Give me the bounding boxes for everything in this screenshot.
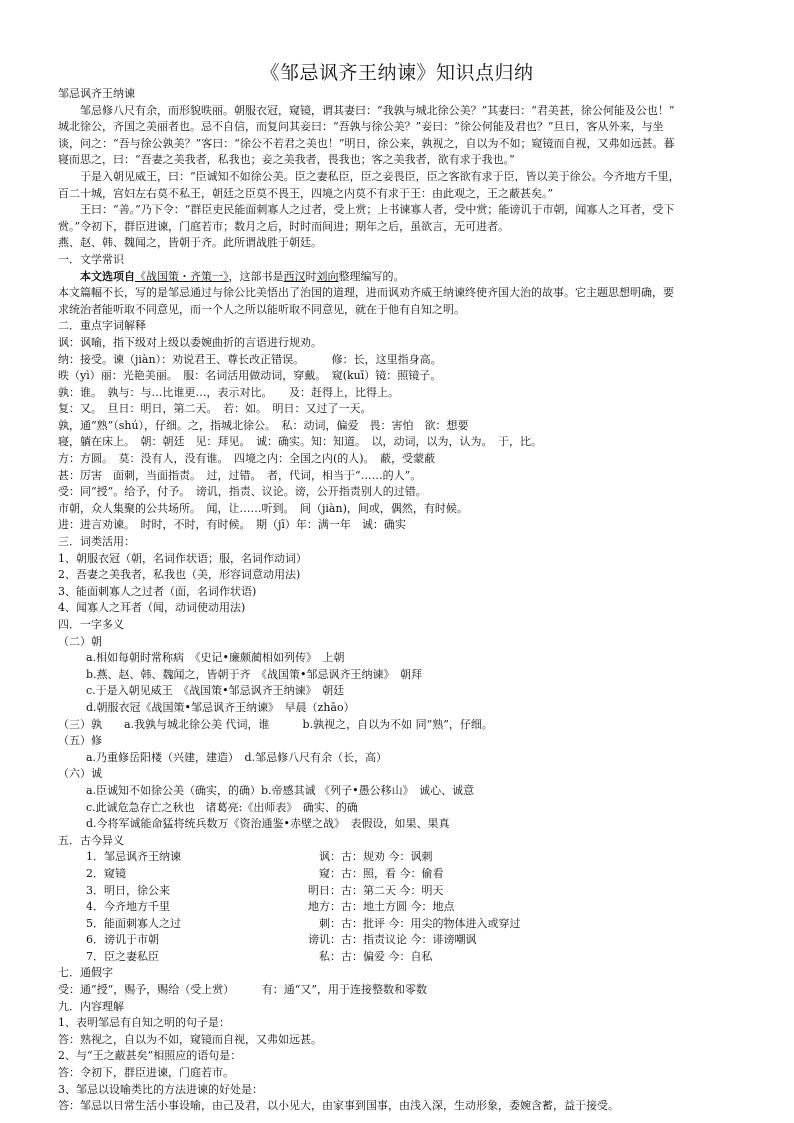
polysemy-item: a.相如每朝时常称病 《史记•廉颇蔺相如列传》 上朝 (86, 651, 345, 665)
example-phrase: 2．窥镜 (86, 866, 126, 880)
meaning: ：古：照，看 今：偷看 (330, 866, 444, 880)
example-phrase: 5．能面刺寡人之过 (86, 916, 181, 930)
section-heading-literature: 一．文学常识 (58, 252, 124, 266)
vocab-line: 昳（yì）丽：光艳美丽。 服：名词活用做动词，穿戴。 窥(kuī）镜：照镜子。 (58, 369, 442, 383)
meaning: ：古：指责议论 今：诽谤嘲讽 (330, 933, 477, 947)
section-heading-polysemy: 四．一字多义 (58, 618, 124, 631)
table-row (58, 866, 738, 883)
meaning: ：古：规劝 今：讽刺 (330, 850, 433, 864)
text-line: 王曰：“善。”乃下令：“群臣吏民能面刺寡人之过者，受上赏；上书谏寡人者，受中赏；能谤讥于市朝，闻寡人之耳者，受下 (80, 203, 675, 217)
table-row (58, 899, 738, 916)
source-text: 整理编写的。 (338, 269, 405, 283)
table-row (58, 949, 738, 966)
meaning: ：古：批评 今：用尖的物体进入或穿过 (330, 916, 521, 930)
vocab-line: 寝，躺在床上。 朝：朝廷 见：拜见。 诚：确实。知：知道。 以，动词，以为，认为。 于，比。 (58, 435, 542, 449)
answer: 答：熟视之，自以为不如，窥镜而自视，又弗如远甚。 (58, 1032, 322, 1046)
example-phrase: 1．邹忌讽齐王纳谏 (86, 850, 181, 864)
word-class-item: 4、闻寡人之耳者（闻，动词使动用法) (58, 601, 246, 615)
answer: 答：邹忌以日常生活小事设喻，由己及君，以小见大，由家事到国事，由浅入深，生动形象，委婉含蓄，益于接受。 (58, 1099, 619, 1113)
example-phrase: 7．臣之妻私臣 (86, 949, 159, 963)
text-line: 赏。”令初下，群臣进谏，门庭若市；数月之后，时时而间进；期年之后，虽欲言，无可进者。 (58, 219, 510, 233)
vocab-line: 复：又。 旦日：明日，第二天。 若：如。 明日：又过了一天。 (58, 402, 372, 416)
meaning: ：古：第二天 今：明天 (330, 883, 444, 897)
key-word: 谤讥 (308, 933, 330, 947)
question: 3、邹忌以设喻类比的方法进谏的好处是： (58, 1082, 263, 1096)
source-label: 本文选项自 (80, 269, 135, 283)
key-word: 讽 (319, 850, 330, 864)
source-author: 刘向 (316, 269, 339, 283)
text-line: 邹忌修八尺有余，而形貌昳丽。朝服衣冠，窥镜，谓其妻曰：“我孰与城北徐公美？”其妻曰：“君美甚，徐公何能及公也！” (80, 103, 675, 117)
answer: 答：令初下，群臣进谏，门庭若市。 (58, 1066, 234, 1080)
text-line: 本文篇幅不长，写的是邹忌通过与徐公比美悟出了治国的道理，进而讽劝齐威王纳谏终使齐国大治的故事。它主题思想明确，要 (58, 286, 674, 300)
section-heading-tongjia: 七．通假字 (58, 966, 113, 980)
word-class-item: 2、吾妻之美我者，私我也（美，形容词意动用法) (58, 568, 301, 582)
vocab-line: 孰：谁。 孰与：与…比谁更…，表示对比。 及：赶得上，比得上。 (58, 385, 399, 399)
polysemy-item: d.今将军诚能命猛将统兵数万《资治通鉴•赤壁之战》 表假设，如果、果真 (86, 817, 450, 831)
vocab-line: 受：同“授”。给予，付予。 谤讥，指责、议论。谤，公开指责别人的过错。 (58, 485, 427, 499)
meaning: ：古：地土方圆 今：地点 (330, 900, 455, 914)
document-title: 《邹忌讽齐王纳谏》知识点归纳 (260, 62, 534, 84)
text-line: 城北徐公，齐国之美丽者也。忌不自信，而复问其妾曰：“吾孰与徐公美？”妾曰：“徐公何能及君也？”旦日，客从外来，与坐 (58, 120, 664, 134)
key-word: 刺 (319, 916, 330, 930)
tongjia-line: 受：通”授“，赐予，赐给（受上赏） 有：通“又”，用于连接整数和零数 (58, 983, 427, 997)
vocab-line: 方：方圆。 莫：没有人，没有谁。 四境之内：全国之内(的人)。 蔽，受蒙蔽 (58, 452, 436, 466)
example-phrase: 6．谤讥于市朝 (86, 933, 159, 947)
section-heading-word-class: 三．词类活用： (58, 535, 135, 549)
vocab-line: 进：进言劝谏。 时时，不时，有时候。 期（jī）年：满一年 诚：确实 (58, 518, 406, 532)
polysemy-subheading: （二）朝 (58, 634, 102, 648)
vocab-line: 讽：讽喻，指下级对上级以委婉曲折的言语进行规劝。 (58, 335, 322, 349)
key-word: 明日 (308, 883, 330, 897)
section-heading-ancient-modern: 五．古今异义 (58, 833, 124, 847)
source-line (58, 269, 738, 286)
text-line: 求统治者能听取不同意见，而一个人之所以能听取不同意见，就在于他有自知之明。 (58, 302, 465, 316)
vocab-line: 甚：厉害 面刺，当面指责。 过，过错。 者，代词，相当于“……的人”。 (58, 468, 422, 482)
polysemy-item: d.朝服衣冠《战国策•邹忌讽齐王纳谏》 早晨（zhāo） (86, 700, 355, 714)
section-heading-comprehension: 九．内容理解 (58, 999, 124, 1013)
text-line: 于是入朝见威王，曰：“臣诚知不如徐公美。臣之妻私臣，臣之妾畏臣，臣之客欲有求于臣，皆以美于徐公。今齐地方千里， (80, 169, 680, 183)
source-text: 时 (305, 269, 317, 283)
text-line: 谈，问之：“吾与徐公孰美？”客曰：“徐公不若君之美也！”明日，徐公来，孰视之，自以为不如；窥镜而自视，又弗如远甚。暮 (58, 136, 675, 150)
source-book: 《战国策・齐策一》 (135, 269, 229, 283)
text-line: 百二十城，宫妇左右莫不私王，朝廷之臣莫不畏王，四境之内莫不有求于王：由此观之，王之蔽甚矣。” (58, 186, 554, 200)
example-phrase: 4．今齐地方千里 (86, 900, 170, 914)
meaning: ：古：偏爱 今：自私 (330, 949, 433, 963)
vocab-line: 纳：接受。谏（jiàn）：劝说君王、尊长改正错误。 修：长，这里指身高。 (58, 352, 442, 366)
document-body (58, 86, 738, 1115)
text-line: 寝而思之，曰：“吾妻之美我者，私我也；妾之美我者，畏我也；客之美我者，欲有求于我也。” (58, 153, 515, 167)
source-dynasty: 西汉 (283, 269, 306, 283)
word-class-item: 1、朝服衣冠（朝，名词作状语；服，名词作动词） (58, 551, 307, 565)
polysemy-subheading: （六）诚 (58, 767, 102, 781)
example-phrase: 3．明日，徐公来 (86, 883, 170, 897)
polysemy-item: b.燕、赵、韩、魏闻之，皆朝于齐 《战国策•邹忌讽齐王纳谏》 朝拜 (86, 667, 423, 681)
polysemy-item: a.臣诚知不如徐公美（确实，的确）b.帝感其诚 《列子•愚公移山》 诚心、诚意 (86, 783, 475, 797)
key-word: 私 (319, 949, 330, 963)
key-word: 地方 (308, 900, 330, 914)
table-row (58, 932, 738, 949)
polysemy-subheading: （三）孰 a.我孰与城北徐公美 代词，谁 b.孰视之，自以为不如 同“熟”，仔细。 (58, 717, 493, 731)
key-word: 窥 (319, 866, 330, 880)
vocab-line: 市朝，众人集聚的公共场所。 闻，让……听到。 间（jiàn)，间或，偶然，有时候。 (58, 501, 468, 515)
section-heading-vocabulary: 二．重点字词解释 (58, 319, 146, 333)
question: 2、与“王之蔽甚矣”相照应的语句是： (58, 1049, 242, 1063)
table-row (58, 849, 738, 866)
polysemy-subheading: （五）修 (58, 734, 102, 748)
text-line: 燕、赵、韩、魏闻之，皆朝于齐。此所谓战胜于朝廷。 (58, 236, 322, 250)
polysemy-item: a.乃重修岳阳楼（兴建，建造） d.邹忌修八尺有余（长，高） (86, 750, 388, 764)
source-text: ，这部书是 (228, 269, 284, 283)
text-heading: 邹忌讽齐王纳谏 (58, 87, 135, 100)
polysemy-item: c.此诚危急存亡之秋也 诸葛亮:《出师表》 确实、的确 (86, 800, 358, 814)
table-row (58, 916, 738, 933)
vocab-line: 孰，通“熟”（shú），仔细。之，指城北徐公。 私：动词，偏爱 畏：害怕 欲：想要 (58, 418, 469, 432)
polysemy-item: c.于是入朝见威王 《战国策•邹忌讽齐王纳谏》 朝廷 (86, 684, 345, 698)
table-row (58, 883, 738, 900)
question: 1、表明邹忌有自知之明的句子是： (58, 1016, 230, 1030)
word-class-item: 3、能面刺寡人之过者（面，名词作状语) (58, 584, 257, 598)
